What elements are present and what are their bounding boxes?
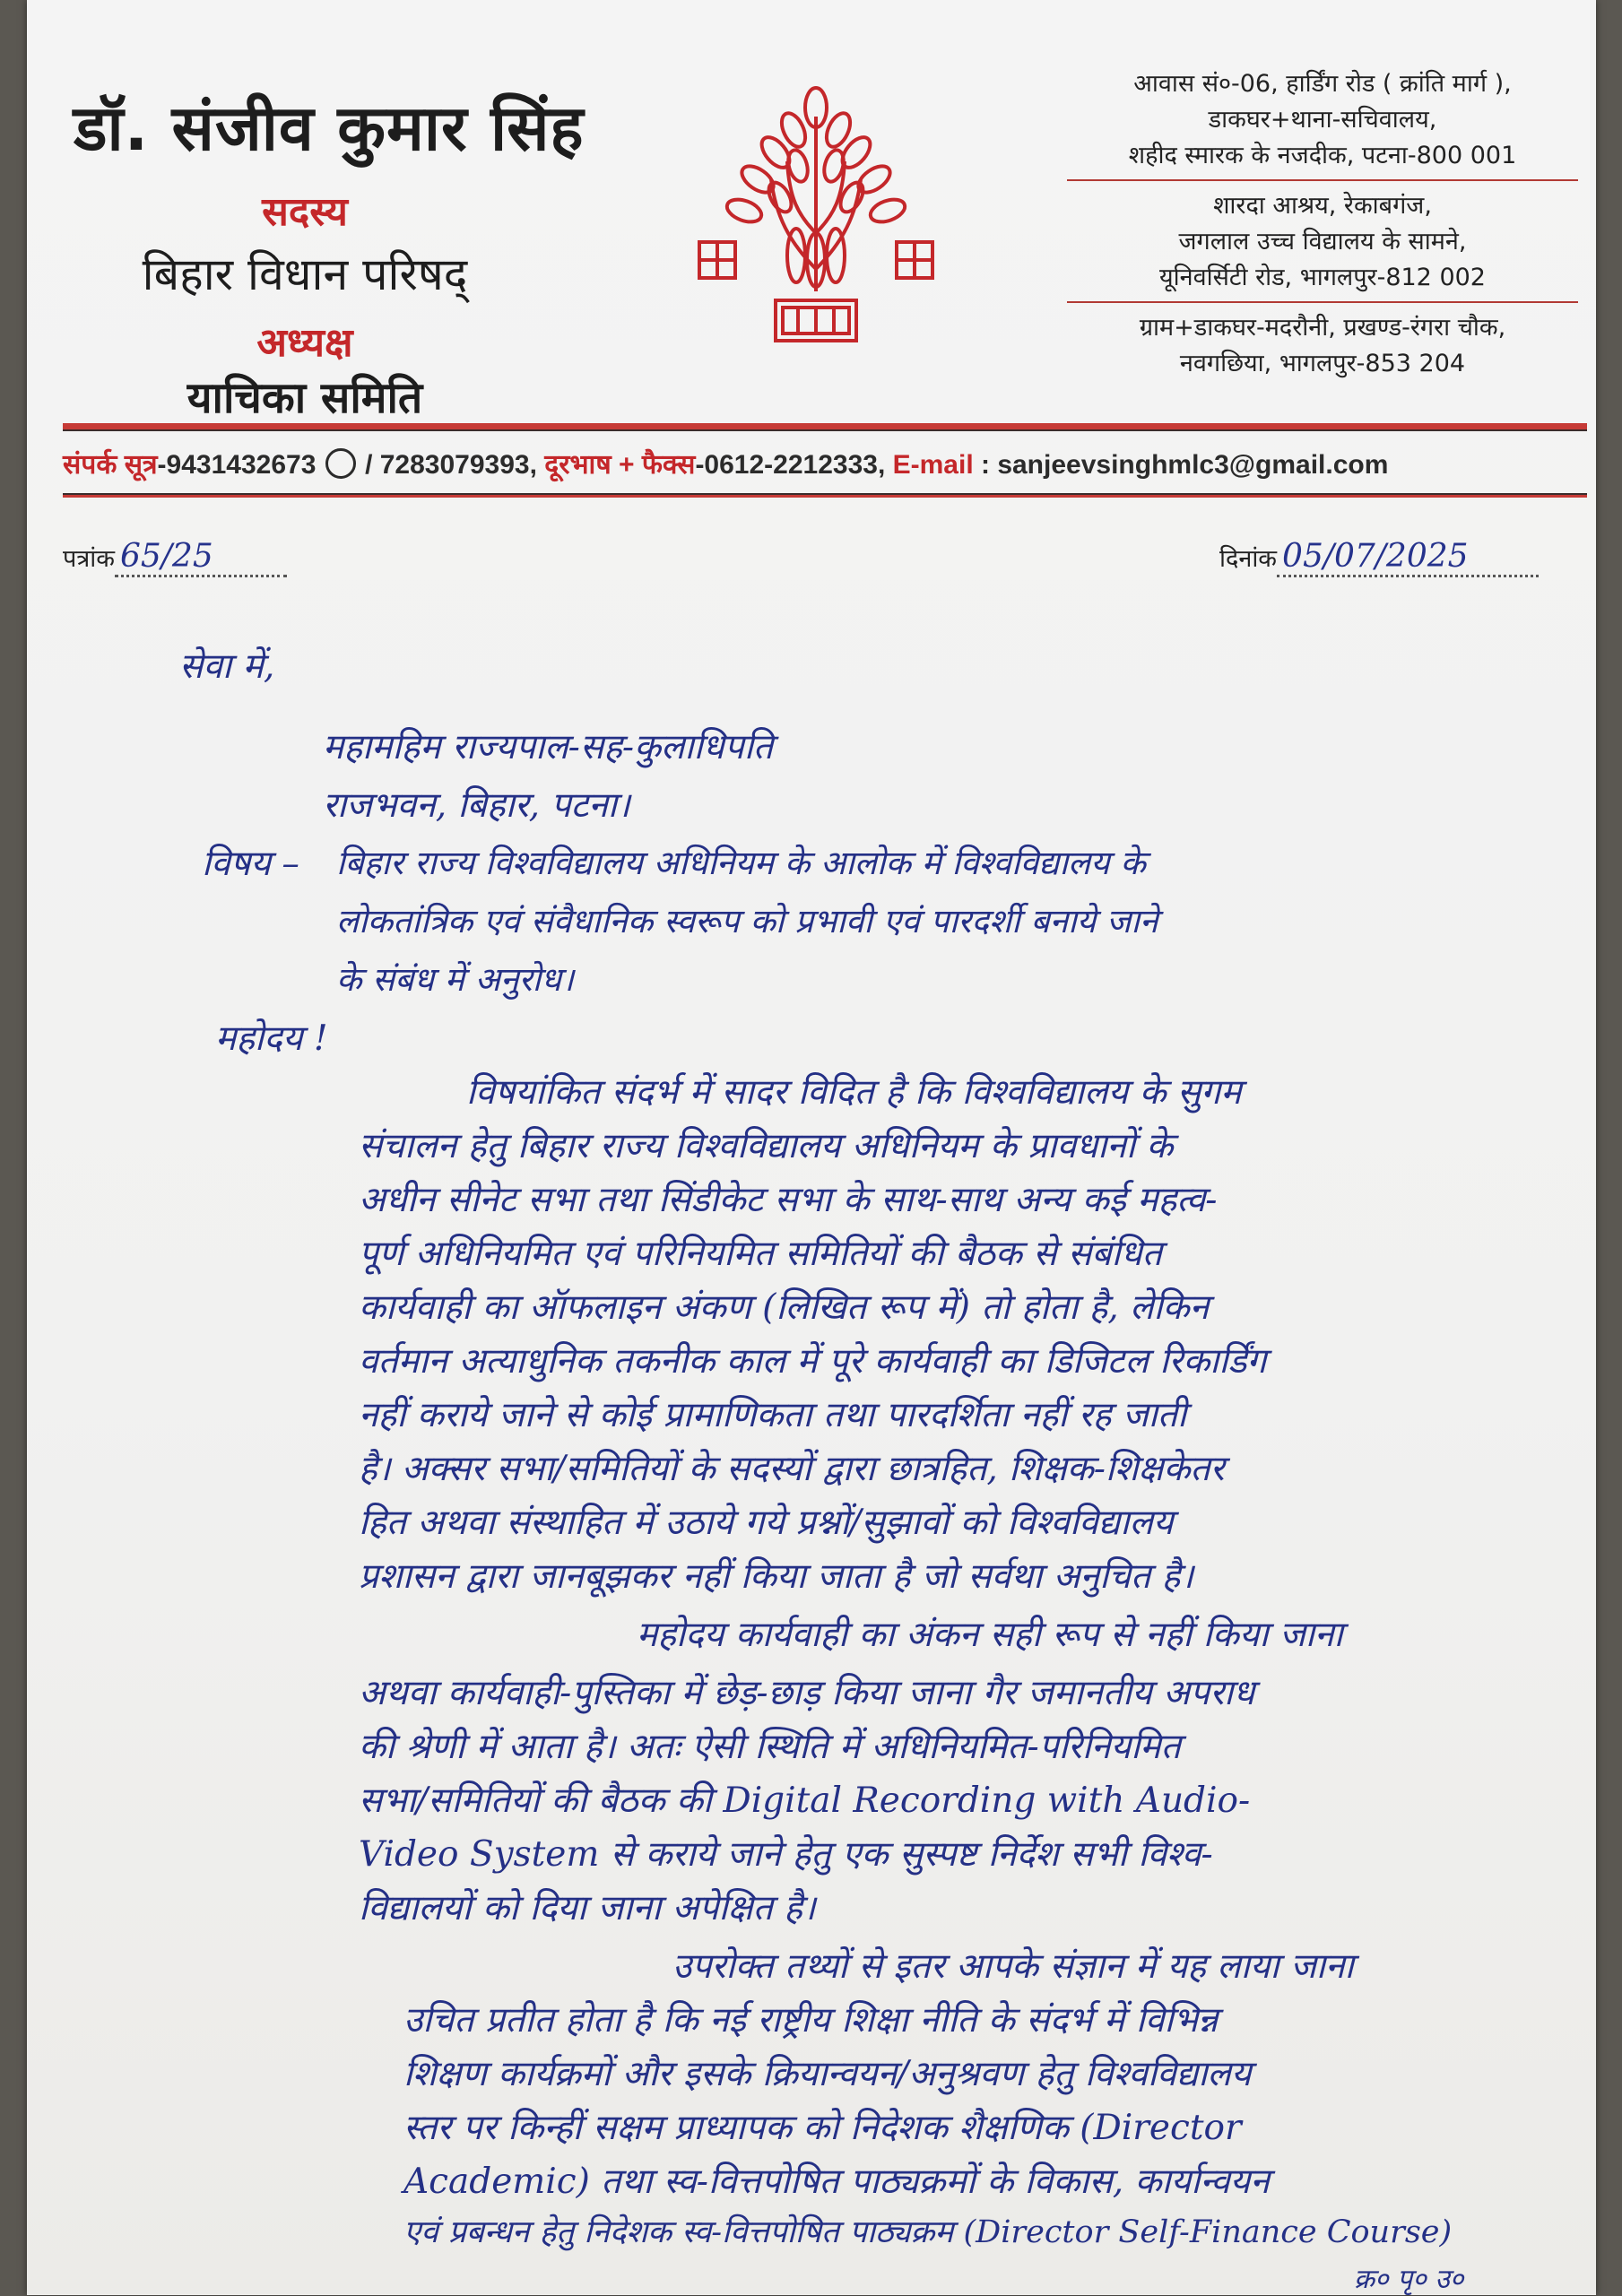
body-line: विद्यालयों को दिया जाना अपेक्षित है। bbox=[359, 1888, 816, 1928]
contact-line bbox=[63, 445, 1596, 481]
salutation-to: सेवा में, bbox=[179, 646, 275, 687]
address-line: जगलाल उच्च विद्यालय के सामने, bbox=[1178, 228, 1467, 256]
address-line: यूनिवर्सिटी रोड, भागलपुर-812 002 bbox=[1159, 264, 1486, 291]
body-line: Video System से कराये जाने हेतु एक सुस्पष्ट निर्देश सभी विश्व- bbox=[359, 1834, 1213, 1875]
address-patna bbox=[1058, 66, 1587, 174]
body-line: संचालन हेतु बिहार राज्य विश्वविद्यालय अधिनियम के प्रावधानों के bbox=[359, 1126, 1174, 1166]
greeting: महोदय ! bbox=[215, 1018, 328, 1059]
address-bhagalpur bbox=[1058, 188, 1587, 296]
address-line: डाकघर+थाना-सचिवालय, bbox=[1208, 106, 1437, 134]
divider bbox=[63, 423, 1587, 431]
recipient-line: राजभवन, बिहार, पटना। bbox=[323, 785, 630, 826]
subject-line: के संबंध में अनुरोध। bbox=[336, 960, 575, 999]
body-line: स्तर पर किन्हीं सक्षम प्राध्यापक को निदेशक शैक्षणिक (Director bbox=[403, 2108, 1242, 2148]
chair-label: अध्यक्ष bbox=[256, 320, 353, 366]
body-line: Academic) तथा स्व-वित्तपोषित पाठ्यक्रमों के विकास, कार्यान्वयन bbox=[403, 2162, 1270, 2202]
continued-note: क्र० पृ० उ० bbox=[1354, 2264, 1464, 2295]
body-line: उचित प्रतीत होता है कि नई राष्ट्रीय शिक्षा नीति के संदर्भ में विभिन्न bbox=[403, 2000, 1219, 2040]
email-address: : sanjeevsinghmlc3@gmail.com bbox=[973, 450, 1389, 480]
sender-name: डॉ. संजीव कुमार सिंह bbox=[74, 91, 585, 165]
email-label: E-mail bbox=[892, 450, 974, 480]
address-block bbox=[1058, 66, 1587, 382]
body-line: हित अथवा संस्थाहित में उठाये गये प्रश्नों/सुझावों को विश्वविद्यालय bbox=[359, 1503, 1174, 1543]
body-line: अथवा कार्यवाही-पुस्तिका में छेड़-छाड़ किया जाना गैर जमानतीय अपराध bbox=[359, 1673, 1255, 1713]
divider bbox=[1067, 179, 1578, 181]
committee-name: याचिका समिति bbox=[186, 373, 423, 423]
address-line: आवास सं०-06, हार्डिंग रोड ( क्रांति मार्ग ), bbox=[1133, 70, 1512, 98]
phone-number: / 7283079393, bbox=[357, 450, 545, 480]
body-line: नहीं कराये जाने से कोई प्रामाणिकता तथा पारदर्शिता नहीं रह जाती bbox=[359, 1395, 1187, 1435]
ref-value: 65/25 bbox=[119, 538, 213, 575]
address-line: ग्राम+डाकघर-मदरौनी, प्रखण्ड-रंगरा चौक, bbox=[1139, 314, 1506, 342]
bihar-emblem-logo bbox=[690, 81, 941, 359]
body-line: पूर्ण अधिनियमित एवं परिनियमित समितियों की बैठक से संबंधित bbox=[359, 1234, 1162, 1274]
address-line: शारदा आश्रय, रेकाबगंज, bbox=[1213, 192, 1432, 220]
whatsapp-icon bbox=[325, 448, 356, 479]
recipient-line: महामहिम राज्यपाल-सह-कुलाधिपति bbox=[323, 727, 774, 767]
body-line: विषयांकित संदर्भ में सादर विदित है कि विश्वविद्यालय के सुगम bbox=[466, 1072, 1242, 1113]
reference-number bbox=[63, 538, 287, 577]
landline-label: दूरभाष + फैक्स bbox=[544, 450, 696, 480]
letter-page bbox=[27, 0, 1596, 2295]
body-line: महोदय कार्यवाही का अंकन सही रूप से नहीं किया जाना bbox=[637, 1615, 1343, 1655]
letter-date bbox=[1219, 538, 1539, 577]
subject-label: विषय – bbox=[202, 844, 299, 884]
body-line: है। अक्सर सभा/समितियों के सदस्यों द्वारा छात्रहित, शिक्षक-शिक्षकेतर bbox=[359, 1449, 1225, 1489]
body-line: कार्यवाही का ऑफलाइन अंकण (लिखित रूप में) तो होता है, लेकिन bbox=[359, 1287, 1210, 1328]
date-label: दिनांक bbox=[1219, 545, 1278, 573]
body-line: प्रशासन द्वारा जानबूझकर नहीं किया जाता है जो सर्वथा अनुचित है। bbox=[359, 1556, 1194, 1597]
body-line: सभा/समितियों की बैठक की Digital Recording with Audio- bbox=[359, 1780, 1251, 1821]
divider bbox=[63, 493, 1587, 498]
subject-line: बिहार राज्य विश्वविद्यालय अधिनियम के आलोक में विश्वविद्यालय के bbox=[336, 844, 1146, 882]
body-line: अधीन सीनेट सभा तथा सिंडीकेट सभा के साथ-साथ अन्य कई महत्व- bbox=[359, 1180, 1218, 1220]
body-line: की श्रेणी में आता है। अतः ऐसी स्थिति में अधिनियमित-परिनियमित bbox=[359, 1727, 1181, 1767]
divider bbox=[1067, 301, 1578, 303]
body-line: उपरोक्त तथ्यों से इतर आपके संज्ञान में यह लाया जाना bbox=[672, 1946, 1354, 1987]
address-line: नवगछिया, भागलपुर-853 204 bbox=[1179, 350, 1466, 377]
body-line: एवं प्रबन्धन हेतु निदेशक स्व-वित्तपोषित पाठ्यक्रम (Director Self-Finance Course) bbox=[403, 2214, 1453, 2250]
address-navgachhia bbox=[1058, 310, 1587, 382]
council-name: बिहार विधान परिषद् bbox=[142, 248, 468, 300]
member-label: सदस्य bbox=[262, 189, 348, 235]
body-line: वर्तमान अत्याधुनिक तकनीक काल में पूरे कार्यवाही का डिजिटल रिकार्डिंग bbox=[359, 1341, 1267, 1382]
fax-number: -0612-2212333, bbox=[695, 450, 893, 480]
date-value: 05/07/2025 bbox=[1282, 538, 1469, 575]
subject-line: लोकतांत्रिक एवं संवैधानिक स्वरूप को प्रभावी एवं पारदर्शी बनाये जाने bbox=[336, 902, 1158, 940]
address-line: शहीद स्मारक के नजदीक, पटना-800 001 bbox=[1128, 142, 1517, 169]
contact-label: संपर्क सूत्र bbox=[63, 450, 158, 480]
body-line: शिक्षण कार्यक्रमों और इसके क्रियान्वयन/अनुश्रवण हेतु विश्वविद्यालय bbox=[403, 2054, 1252, 2094]
ref-label: पत्रांक bbox=[63, 545, 115, 573]
phone-number: -9431432673 bbox=[157, 450, 317, 480]
